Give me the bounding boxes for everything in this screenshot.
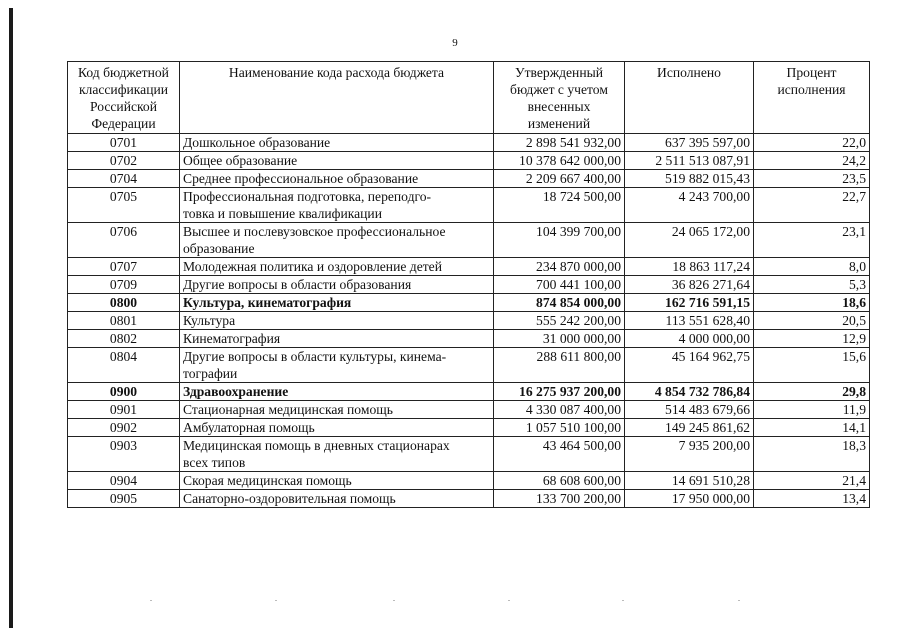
cell-percent: 20,5 — [754, 312, 870, 330]
cell-executed: 149 245 861,62 — [625, 419, 754, 437]
cell-percent: 18,6 — [754, 294, 870, 312]
table-row — [68, 258, 870, 276]
table-row — [68, 383, 870, 401]
header-approved: Утвержденный бюджет с учетом внесенных изменений — [494, 62, 625, 134]
cell-percent: 14,1 — [754, 419, 870, 437]
cell-code: 0707 — [68, 258, 180, 276]
cell-approved: 68 608 600,00 — [494, 472, 625, 490]
cell-percent: 22,0 — [754, 134, 870, 152]
cell-approved: 874 854 000,00 — [494, 294, 625, 312]
table-row — [68, 330, 870, 348]
table-row — [68, 490, 870, 508]
cell-percent: 15,6 — [754, 348, 870, 383]
cell-executed: 18 863 117,24 — [625, 258, 754, 276]
cell-executed: 24 065 172,00 — [625, 223, 754, 258]
cell-percent: 5,3 — [754, 276, 870, 294]
cell-approved: 555 242 200,00 — [494, 312, 625, 330]
cell-name: Высшее и послевузовское профессиональное образование — [180, 223, 494, 258]
table-row — [68, 419, 870, 437]
cell-executed: 17 950 000,00 — [625, 490, 754, 508]
cell-code: 0902 — [68, 419, 180, 437]
page-left-edge — [9, 8, 13, 628]
cell-executed: 519 882 015,43 — [625, 170, 754, 188]
table-header-row — [68, 62, 870, 134]
cell-approved: 10 378 642 000,00 — [494, 152, 625, 170]
cell-name: Профессиональная подготовка, переподго- товка и повышение квалификации — [180, 188, 494, 223]
cell-code: 0802 — [68, 330, 180, 348]
cell-code: 0905 — [68, 490, 180, 508]
cell-executed: 4 000 000,00 — [625, 330, 754, 348]
cell-executed: 162 716 591,15 — [625, 294, 754, 312]
cell-approved: 2 898 541 932,00 — [494, 134, 625, 152]
table-row — [68, 437, 870, 472]
cell-name: Кинематография — [180, 330, 494, 348]
table-row — [68, 294, 870, 312]
cell-approved: 43 464 500,00 — [494, 437, 625, 472]
cell-code: 0701 — [68, 134, 180, 152]
cell-name: Культура, кинематография — [180, 294, 494, 312]
cell-code: 0903 — [68, 437, 180, 472]
cell-name: Медицинская помощь в дневных стационарах всех типов — [180, 437, 494, 472]
cell-executed: 4 243 700,00 — [625, 188, 754, 223]
cell-code: 0705 — [68, 188, 180, 223]
table-row — [68, 170, 870, 188]
cell-percent: 29,8 — [754, 383, 870, 401]
cell-executed: 637 395 597,00 — [625, 134, 754, 152]
cell-percent: 23,1 — [754, 223, 870, 258]
cell-percent: 21,4 — [754, 472, 870, 490]
table-row — [68, 188, 870, 223]
cell-executed: 2 511 513 087,91 — [625, 152, 754, 170]
cell-percent: 22,7 — [754, 188, 870, 223]
cell-code: 0804 — [68, 348, 180, 383]
cell-name: Среднее профессиональное образование — [180, 170, 494, 188]
cell-code: 0706 — [68, 223, 180, 258]
cell-approved: 104 399 700,00 — [494, 223, 625, 258]
cell-code: 0709 — [68, 276, 180, 294]
cell-percent: 18,3 — [754, 437, 870, 472]
cell-approved: 288 611 800,00 — [494, 348, 625, 383]
cell-executed: 45 164 962,75 — [625, 348, 754, 383]
cell-name: Амбулаторная помощь — [180, 419, 494, 437]
header-name: Наименование кода расхода бюджета — [180, 62, 494, 134]
table-row — [68, 401, 870, 419]
cell-approved: 2 209 667 400,00 — [494, 170, 625, 188]
cell-executed: 14 691 510,28 — [625, 472, 754, 490]
table-body — [68, 134, 870, 508]
cell-code: 0704 — [68, 170, 180, 188]
cell-name: Общее образование — [180, 152, 494, 170]
table-row — [68, 223, 870, 258]
page-bottom-specks — [0, 600, 905, 604]
cell-name: Другие вопросы в области культуры, кинема- тографии — [180, 348, 494, 383]
header-percent: Процент исполнения — [754, 62, 870, 134]
cell-executed: 514 483 679,66 — [625, 401, 754, 419]
cell-code: 0800 — [68, 294, 180, 312]
cell-approved: 4 330 087 400,00 — [494, 401, 625, 419]
budget-table — [67, 61, 870, 508]
table-row — [68, 134, 870, 152]
cell-name: Культура — [180, 312, 494, 330]
cell-percent: 13,4 — [754, 490, 870, 508]
cell-approved: 16 275 937 200,00 — [494, 383, 625, 401]
cell-name: Другие вопросы в области образования — [180, 276, 494, 294]
header-executed: Исполнено — [625, 62, 754, 134]
page-number: 9 — [452, 37, 458, 49]
cell-percent: 23,5 — [754, 170, 870, 188]
cell-executed: 113 551 628,40 — [625, 312, 754, 330]
cell-approved: 31 000 000,00 — [494, 330, 625, 348]
cell-executed: 7 935 200,00 — [625, 437, 754, 472]
table-row — [68, 348, 870, 383]
table-row — [68, 472, 870, 490]
cell-code: 0900 — [68, 383, 180, 401]
cell-approved: 18 724 500,00 — [494, 188, 625, 223]
cell-name: Молодежная политика и оздоровление детей — [180, 258, 494, 276]
cell-code: 0702 — [68, 152, 180, 170]
cell-name: Санаторно-оздоровительная помощь — [180, 490, 494, 508]
cell-executed: 4 854 732 786,84 — [625, 383, 754, 401]
cell-percent: 8,0 — [754, 258, 870, 276]
header-code: Код бюджетной классификации Российской Федерации — [68, 62, 180, 134]
table-row — [68, 312, 870, 330]
cell-approved: 1 057 510 100,00 — [494, 419, 625, 437]
cell-name: Дошкольное образование — [180, 134, 494, 152]
table-row — [68, 276, 870, 294]
cell-code: 0801 — [68, 312, 180, 330]
cell-percent: 11,9 — [754, 401, 870, 419]
table-row — [68, 152, 870, 170]
cell-name: Скорая медицинская помощь — [180, 472, 494, 490]
cell-code: 0904 — [68, 472, 180, 490]
cell-approved: 234 870 000,00 — [494, 258, 625, 276]
cell-approved: 700 441 100,00 — [494, 276, 625, 294]
cell-percent: 12,9 — [754, 330, 870, 348]
cell-name: Здравоохранение — [180, 383, 494, 401]
cell-percent: 24,2 — [754, 152, 870, 170]
cell-approved: 133 700 200,00 — [494, 490, 625, 508]
cell-executed: 36 826 271,64 — [625, 276, 754, 294]
cell-code: 0901 — [68, 401, 180, 419]
cell-name: Стационарная медицинская помощь — [180, 401, 494, 419]
